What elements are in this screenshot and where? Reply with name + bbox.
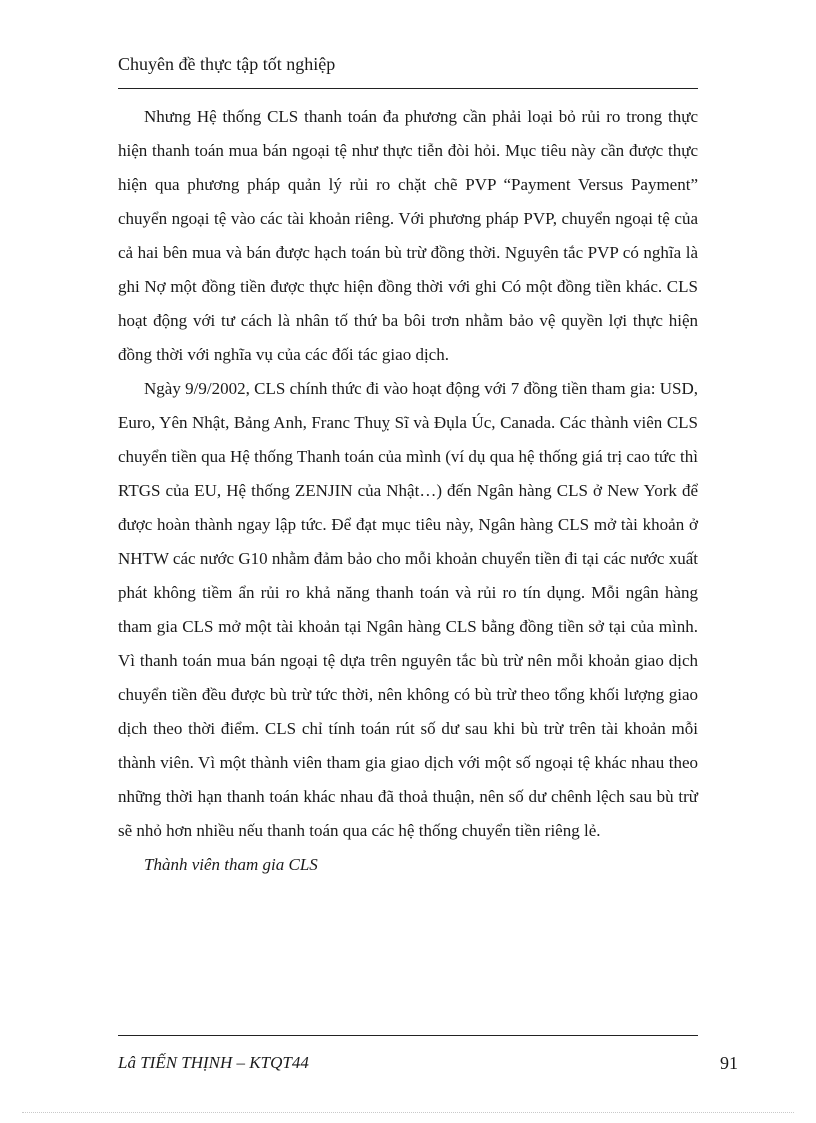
section-caption: Thành viên tham gia CLS (144, 855, 318, 874)
body-text (118, 100, 698, 882)
footer-author: Lâ TIẾN THỊNH – KTQT44 (118, 1053, 309, 1072)
paragraph: Nhưng Hệ thống CLS thanh toán đa phương cần phải loại bỏ rủi ro trong thực hiện thanh toán mua bán ngoại tệ như thực tiễn đòi hỏi. Mục tiêu này cần được thực hiện qua phương pháp quản lý rủi ro chặt chẽ PVP “Payment Versus Payment” chuyển ngoại tệ vào các tài khoản riêng. Với phương pháp PVP, chuyển ngoại tệ của cả hai bên mua và bán được hạch toán bù trừ đồng thời. Nguyên tắc PVP có nghĩa là ghi Nợ một đồng tiền được thực hiện đồng thời với ghi Có một đồng tiền khác. CLS hoạt động với tư cách là nhân tố thứ ba bôi trơn nhằm bảo vệ quyền lợi thực hiện đồng thời với nghĩa vụ của các đối tác giao dịch. (118, 107, 698, 364)
page-edge-divider (22, 1112, 794, 1113)
header-rule (118, 88, 698, 89)
paragraph: Ngày 9/9/2002, CLS chính thức đi vào hoạt động với 7 đồng tiền tham gia: USD, Euro, Yên Nhật, Bảng Anh, Franc Thuỵ Sĩ và Đụla Úc, Canada. Các thành viên CLS chuyển tiền qua Hệ thống Thanh toán của mình (ví dụ qua hệ thống giá trị cao tức thì RTGS của EU, Hệ thống ZENJIN của Nhật…) đến Ngân hàng CLS ở New York để được hoàn thành ngay lập tức. Để đạt mục tiêu này, Ngân hàng CLS mở tài khoản ở NHTW các nước G10 nhằm đảm bảo cho mỗi khoản chuyển tiền đi tại các nước xuất phát không tiềm ẩn rủi ro khả năng thanh toán và rủi ro tín dụng. Mỗi ngân hàng tham gia CLS mở một tài khoản tại Ngân hàng CLS bằng đồng tiền sở tại của mình. Vì thanh toán mua bán ngoại tệ dựa trên nguyên tắc bù trừ nên mỗi khoản giao dịch chuyển tiền đều được bù trừ tức thời, nên không có bù trừ theo tổng khối lượng giao dịch theo thời điểm. CLS chỉ tính toán rút số dư sau khi bù trừ trên tài khoản mỗi thành viên. Vì một thành viên tham gia giao dịch với một số ngoại tệ khác nhau theo những thời hạn thanh toán khác nhau đã thoả thuận, nên số dư chênh lệch sau bù trừ sẽ nhỏ hơn nhiều nếu thanh toán qua các hệ thống chuyển tiền riêng lẻ. (118, 379, 698, 840)
footer-rule (118, 1035, 698, 1036)
page-header-title: Chuyên đề thực tập tốt nghiệp (118, 54, 336, 74)
page-number: 91 (720, 1053, 738, 1073)
